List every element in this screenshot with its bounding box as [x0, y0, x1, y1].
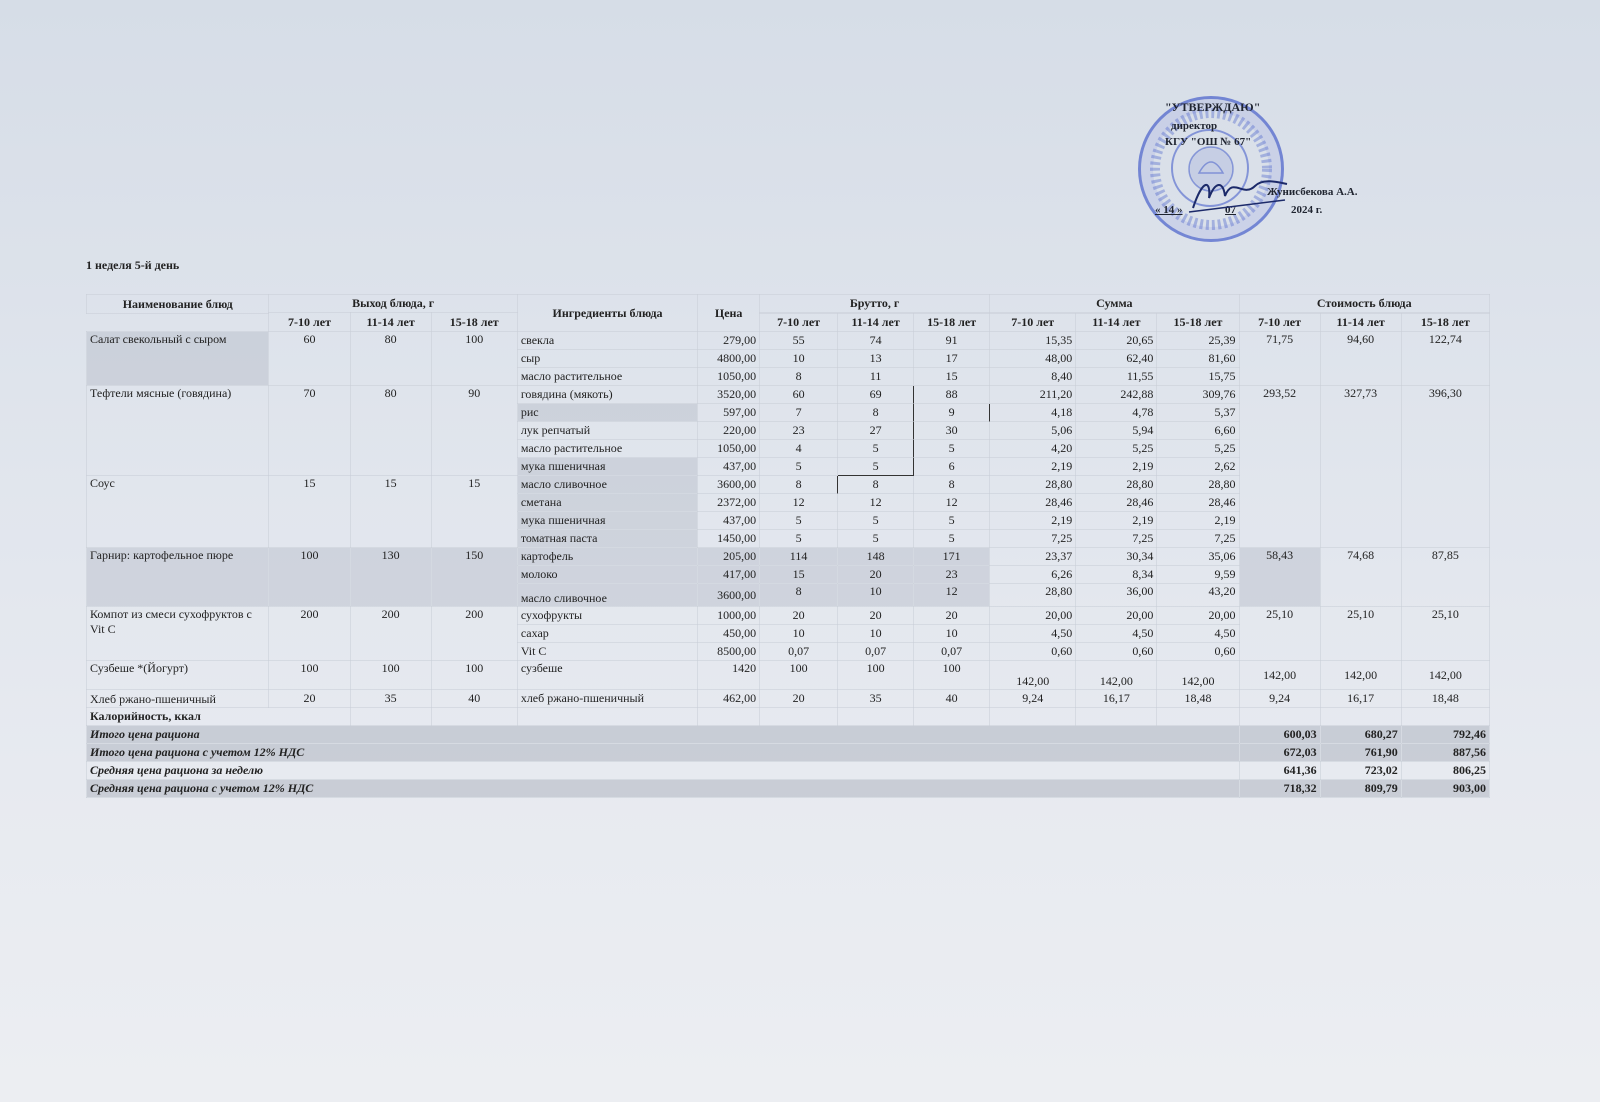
yield-value: 70 [269, 386, 350, 476]
ingredient-name: свекла [517, 332, 697, 350]
header-brutto-age3: 15-18 лет [914, 314, 990, 332]
calories-label: Калорийность, ккал [87, 708, 351, 726]
ingredient-name: говядина (мякоть) [517, 386, 697, 404]
yield-value: 100 [269, 548, 350, 607]
ingredient-price: 8500,00 [698, 643, 760, 661]
sum-value: 20,00 [1157, 607, 1239, 625]
brutto-value: 55 [760, 332, 838, 350]
summary-value: 672,03 [1239, 744, 1320, 762]
sum-value: 16,17 [1076, 690, 1157, 708]
brutto-value: 20 [914, 607, 990, 625]
yield-value: 80 [350, 332, 431, 386]
brutto-value: 114 [760, 548, 838, 566]
sum-value: 15,75 [1157, 368, 1239, 386]
dish-name: Соус [87, 476, 269, 548]
brutto-value: 6 [914, 458, 990, 476]
sum-value: 28,80 [1076, 476, 1157, 494]
sum-value: 43,20 [1157, 584, 1239, 607]
sum-value: 48,00 [990, 350, 1076, 368]
summary-row [87, 780, 1490, 798]
summary-value: 718,32 [1239, 780, 1320, 798]
ingredient-price: 279,00 [698, 332, 760, 350]
cost-value: 74,68 [1320, 548, 1401, 607]
cost-value: 25,10 [1320, 607, 1401, 661]
ingredient-price: 417,00 [698, 566, 760, 584]
yield-value: 15 [350, 476, 431, 548]
yield-value: 200 [431, 607, 517, 661]
ingredient-price: 450,00 [698, 625, 760, 643]
brutto-value: 60 [760, 386, 838, 404]
sum-value: 142,00 [990, 661, 1076, 690]
approval-position: директор [1171, 120, 1218, 132]
cost-value: 142,00 [1239, 661, 1320, 690]
brutto-value: 15 [914, 368, 990, 386]
sum-value: 28,46 [1076, 494, 1157, 512]
dish-name: Тефтели мясные (говядина) [87, 386, 269, 476]
header-yield-age2: 11-14 лет [350, 313, 431, 332]
cost-value: 94,60 [1320, 332, 1401, 386]
brutto-value: 20 [838, 607, 914, 625]
sum-value: 0,60 [1157, 643, 1239, 661]
brutto-value: 10 [760, 625, 838, 643]
brutto-value: 5 [760, 530, 838, 548]
yield-value: 40 [431, 690, 517, 708]
ingredient-price: 2372,00 [698, 494, 760, 512]
header-yield-age1: 7-10 лет [269, 313, 350, 332]
approval-title: "УТВЕРЖДАЮ" [1165, 100, 1261, 114]
summary-row [87, 762, 1490, 780]
ingredient-price: 4800,00 [698, 350, 760, 368]
ingredient-name: мука пшеничная [517, 458, 697, 476]
summary-value: 641,36 [1239, 762, 1320, 780]
header-yield-age3: 15-18 лет [431, 313, 517, 332]
brutto-value: 74 [838, 332, 914, 350]
header-sum-age1: 7-10 лет [990, 314, 1076, 332]
sum-value: 4,50 [1076, 625, 1157, 643]
brutto-value: 5 [914, 440, 990, 458]
sum-value: 5,94 [1076, 422, 1157, 440]
header-cost-age3: 15-18 лет [1401, 314, 1489, 332]
brutto-value: 10 [838, 625, 914, 643]
brutto-value: 35 [838, 690, 914, 708]
ingredient-price: 1000,00 [698, 607, 760, 625]
ingredient-price: 1050,00 [698, 368, 760, 386]
sum-value: 28,80 [1157, 476, 1239, 494]
sum-value: 8,34 [1076, 566, 1157, 584]
sum-value: 4,50 [990, 625, 1076, 643]
dish-name: Компот из смеси сухофруктов с Vit C [87, 607, 269, 661]
summary-value: 723,02 [1320, 762, 1401, 780]
yield-value: 90 [431, 386, 517, 476]
sum-value: 211,20 [990, 386, 1076, 404]
brutto-value: 8 [760, 476, 838, 494]
approval-year: 2024 г. [1291, 204, 1323, 216]
ingredient-name: молоко [517, 566, 697, 584]
ingredient-price: 1420 [698, 661, 760, 690]
header-price: Цена [698, 295, 760, 332]
ingredient-name: масло сливочное [517, 476, 697, 494]
brutto-value: 0,07 [914, 643, 990, 661]
ingredient-name: масло сливочное [517, 584, 697, 607]
ingredient-price: 437,00 [698, 458, 760, 476]
sum-value: 5,25 [1076, 440, 1157, 458]
brutto-value: 12 [838, 494, 914, 512]
sum-value: 35,06 [1157, 548, 1239, 566]
sum-value: 15,35 [990, 332, 1076, 350]
brutto-value: 23 [760, 422, 838, 440]
summary-value: 600,03 [1239, 726, 1320, 744]
brutto-value: 100 [760, 661, 838, 690]
brutto-value: 69 [838, 386, 914, 404]
ingredient-name: мука пшеничная [517, 512, 697, 530]
ingredient-name: хлеб ржано-пшеничный [517, 690, 697, 708]
header-sum-age2: 11-14 лет [1076, 314, 1157, 332]
sum-value: 7,25 [1157, 530, 1239, 548]
brutto-value: 15 [760, 566, 838, 584]
cost-value: 25,10 [1401, 607, 1489, 661]
yield-value: 100 [350, 661, 431, 690]
ingredient-name: сухофрукты [517, 607, 697, 625]
cost-value: 87,85 [1401, 548, 1489, 607]
dish-name: Хлеб ржано-пшеничный [87, 690, 269, 708]
sum-value: 6,60 [1157, 422, 1239, 440]
brutto-value: 8 [760, 584, 838, 607]
ingredient-name: сыр [517, 350, 697, 368]
brutto-value: 88 [914, 386, 990, 404]
sum-value: 242,88 [1076, 386, 1157, 404]
cost-value: 122,74 [1401, 332, 1489, 386]
menu-table [86, 294, 1490, 798]
sum-value: 0,60 [990, 643, 1076, 661]
header-brutto-age1: 7-10 лет [760, 314, 838, 332]
brutto-value: 91 [914, 332, 990, 350]
brutto-value: 5 [838, 458, 914, 476]
ingredient-name: томатная паста [517, 530, 697, 548]
header-brutto: Брутто, г [760, 295, 990, 313]
brutto-value: 148 [838, 548, 914, 566]
table-row [87, 548, 1490, 566]
brutto-value: 8 [914, 476, 990, 494]
header-dish: Наименование блюд [87, 295, 269, 314]
sum-value: 20,00 [990, 607, 1076, 625]
brutto-value: 12 [914, 494, 990, 512]
sum-value: 2,19 [1157, 512, 1239, 530]
summary-label: Итого цена рациона [87, 726, 1240, 744]
cost-value: 293,52 [1239, 386, 1320, 548]
sum-value: 8,40 [990, 368, 1076, 386]
brutto-value: 20 [760, 607, 838, 625]
header-cost-age1: 7-10 лет [1239, 314, 1320, 332]
summary-value: 680,27 [1320, 726, 1401, 744]
brutto-value: 23 [914, 566, 990, 584]
sum-value: 5,25 [1157, 440, 1239, 458]
header-yield: Выход блюда, г [269, 295, 517, 313]
summary-row [87, 744, 1490, 762]
yield-value: 200 [269, 607, 350, 661]
ingredient-price: 3600,00 [698, 584, 760, 607]
ingredient-name: картофель [517, 548, 697, 566]
sum-value: 9,59 [1157, 566, 1239, 584]
table-row [87, 690, 1490, 708]
brutto-value: 5 [914, 530, 990, 548]
cost-value: 142,00 [1320, 661, 1401, 690]
brutto-value: 5 [760, 458, 838, 476]
ingredient-price: 1450,00 [698, 530, 760, 548]
sum-value: 7,25 [1076, 530, 1157, 548]
header-cost: Стоимость блюда [1239, 295, 1489, 313]
sum-value: 36,00 [1076, 584, 1157, 607]
ingredient-price: 462,00 [698, 690, 760, 708]
yield-value: 100 [431, 332, 517, 386]
dish-name: Сузбеше *(Йогурт) [87, 661, 269, 690]
yield-value: 15 [431, 476, 517, 548]
brutto-value: 17 [914, 350, 990, 368]
brutto-value: 13 [838, 350, 914, 368]
sum-value: 20,65 [1076, 332, 1157, 350]
ingredient-price: 205,00 [698, 548, 760, 566]
ingredient-name: масло растительное [517, 368, 697, 386]
brutto-value: 5 [838, 512, 914, 530]
yield-value: 20 [269, 690, 350, 708]
brutto-value: 11 [838, 368, 914, 386]
ingredient-name: масло растительное [517, 440, 697, 458]
ingredient-price: 3520,00 [698, 386, 760, 404]
brutto-value: 8 [838, 476, 914, 494]
brutto-value: 9 [914, 404, 990, 422]
yield-value: 130 [350, 548, 431, 607]
brutto-value: 100 [914, 661, 990, 690]
brutto-value: 10 [914, 625, 990, 643]
sum-value: 5,06 [990, 422, 1076, 440]
handwritten-signature [1185, 168, 1295, 228]
header-cost-age2: 11-14 лет [1320, 314, 1401, 332]
brutto-value: 171 [914, 548, 990, 566]
ingredient-price: 220,00 [698, 422, 760, 440]
sum-value: 5,37 [1157, 404, 1239, 422]
summary-label: Средняя цена рациона за неделю [87, 762, 1240, 780]
brutto-value: 8 [760, 368, 838, 386]
ingredient-name: сузбеше [517, 661, 697, 690]
sum-value: 4,20 [990, 440, 1076, 458]
brutto-value: 5 [914, 512, 990, 530]
brutto-value: 0,07 [760, 643, 838, 661]
cost-value: 142,00 [1401, 661, 1489, 690]
approval-name: Жунисбекова А.А. [1267, 186, 1358, 198]
yield-value: 150 [431, 548, 517, 607]
table-row [87, 607, 1490, 625]
brutto-value: 10 [760, 350, 838, 368]
brutto-value: 7 [760, 404, 838, 422]
brutto-value: 100 [838, 661, 914, 690]
brutto-value: 20 [838, 566, 914, 584]
sum-value: 28,80 [990, 584, 1076, 607]
ingredient-price: 437,00 [698, 512, 760, 530]
sum-value: 4,78 [1076, 404, 1157, 422]
yield-value: 60 [269, 332, 350, 386]
brutto-value: 27 [838, 422, 914, 440]
header-sum: Сумма [990, 295, 1239, 313]
yield-value: 100 [269, 661, 350, 690]
sum-value: 62,40 [1076, 350, 1157, 368]
sum-value: 309,76 [1157, 386, 1239, 404]
ingredient-name: рис [517, 404, 697, 422]
cost-value: 327,73 [1320, 386, 1401, 548]
sum-value: 4,50 [1157, 625, 1239, 643]
sum-value: 2,19 [990, 512, 1076, 530]
brutto-value: 20 [760, 690, 838, 708]
approval-date-day: « 14 » [1155, 204, 1183, 216]
summary-value: 806,25 [1401, 762, 1489, 780]
sum-value: 30,34 [1076, 548, 1157, 566]
brutto-value: 4 [760, 440, 838, 458]
summary-value: 792,46 [1401, 726, 1489, 744]
summary-row [87, 726, 1490, 744]
sum-value: 25,39 [1157, 332, 1239, 350]
brutto-value: 5 [760, 512, 838, 530]
yield-value: 35 [350, 690, 431, 708]
sum-value: 28,80 [990, 476, 1076, 494]
ingredient-price: 1050,00 [698, 440, 760, 458]
ingredient-name: сахар [517, 625, 697, 643]
ingredient-name: Vit C [517, 643, 697, 661]
sum-value: 9,24 [990, 690, 1076, 708]
sum-value: 0,60 [1076, 643, 1157, 661]
yield-value: 15 [269, 476, 350, 548]
calories-row [87, 708, 1490, 726]
summary-value: 809,79 [1320, 780, 1401, 798]
ingredient-name: сметана [517, 494, 697, 512]
summary-label: Итого цена рациона с учетом 12% НДС [87, 744, 1240, 762]
summary-label: Средняя цена рациона с учетом 12% НДС [87, 780, 1240, 798]
approval-organization: КГУ "ОШ № 67" [1165, 136, 1252, 148]
cost-value: 58,43 [1239, 548, 1320, 607]
brutto-value: 12 [914, 584, 990, 607]
sum-value: 23,37 [990, 548, 1076, 566]
summary-value: 761,90 [1320, 744, 1401, 762]
yield-value: 100 [431, 661, 517, 690]
summary-value: 887,56 [1401, 744, 1489, 762]
dish-name: Салат свекольный с сыром [87, 332, 269, 386]
menu-day-title: 1 неделя 5-й день [86, 258, 180, 272]
sum-value: 28,46 [990, 494, 1076, 512]
brutto-value: 0,07 [838, 643, 914, 661]
summary-value: 903,00 [1401, 780, 1489, 798]
brutto-value: 5 [838, 530, 914, 548]
cost-value: 71,75 [1239, 332, 1320, 386]
sum-value: 2,19 [1076, 512, 1157, 530]
sum-value: 6,26 [990, 566, 1076, 584]
brutto-value: 30 [914, 422, 990, 440]
sum-value: 2,19 [1076, 458, 1157, 476]
sum-value: 2,19 [990, 458, 1076, 476]
yield-value: 200 [350, 607, 431, 661]
brutto-value: 12 [760, 494, 838, 512]
sum-value: 28,46 [1157, 494, 1239, 512]
table-row [87, 661, 1490, 690]
sum-value: 2,62 [1157, 458, 1239, 476]
brutto-value: 5 [838, 440, 914, 458]
cost-value: 396,30 [1401, 386, 1489, 548]
brutto-value: 40 [914, 690, 990, 708]
header-sum-age3: 15-18 лет [1157, 314, 1239, 332]
brutto-value: 10 [838, 584, 914, 607]
ingredient-name: лук репчатый [517, 422, 697, 440]
table-header [87, 295, 1490, 332]
dish-name: Гарнир: картофельное пюре [87, 548, 269, 607]
yield-value: 80 [350, 386, 431, 476]
table-row [87, 386, 1490, 404]
sum-value: 11,55 [1076, 368, 1157, 386]
header-ingredients: Ингредиенты блюда [517, 295, 697, 332]
cost-value: 18,48 [1401, 690, 1489, 708]
approval-date-month: 07 [1225, 204, 1236, 216]
cost-value: 9,24 [1239, 690, 1320, 708]
table-row [87, 332, 1490, 350]
ingredient-price: 3600,00 [698, 476, 760, 494]
sum-value: 142,00 [1076, 661, 1157, 690]
sum-value: 4,18 [990, 404, 1076, 422]
cost-value: 25,10 [1239, 607, 1320, 661]
sum-value: 81,60 [1157, 350, 1239, 368]
ingredient-price: 597,00 [698, 404, 760, 422]
header-brutto-age2: 11-14 лет [838, 314, 914, 332]
sum-value: 18,48 [1157, 690, 1239, 708]
brutto-value: 8 [838, 404, 914, 422]
sum-value: 142,00 [1157, 661, 1239, 690]
cost-value: 16,17 [1320, 690, 1401, 708]
sum-value: 7,25 [990, 530, 1076, 548]
sum-value: 20,00 [1076, 607, 1157, 625]
